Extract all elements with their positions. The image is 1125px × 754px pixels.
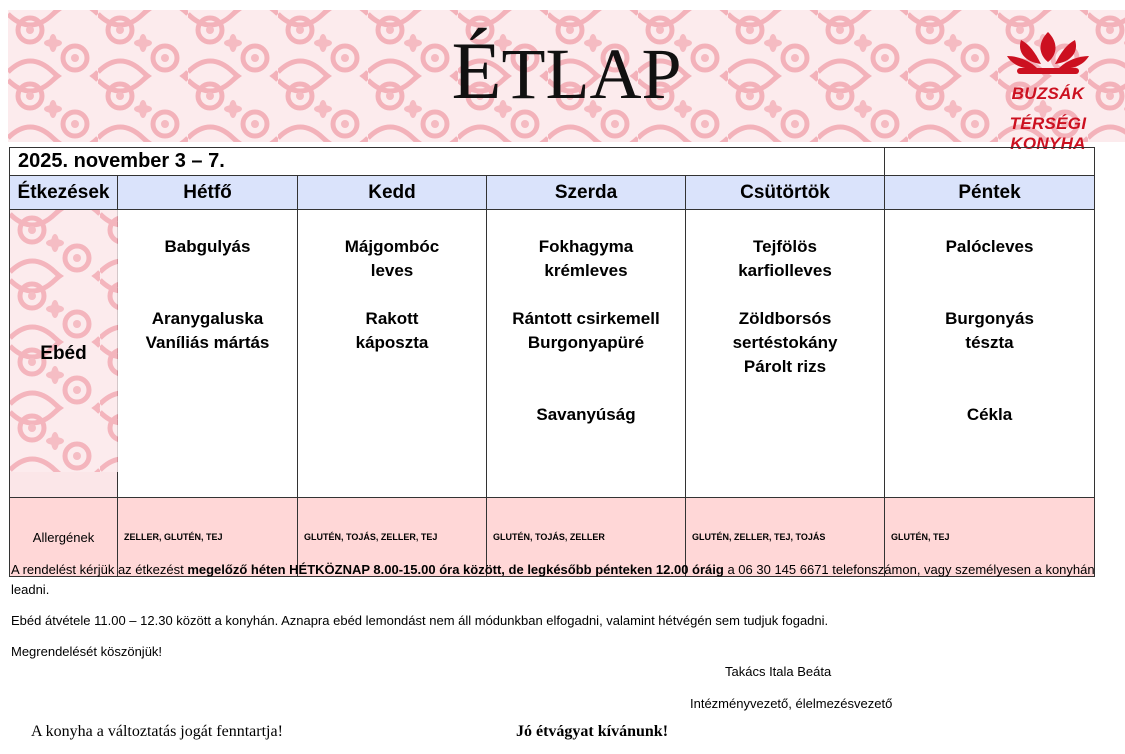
folk-flower-icon bbox=[993, 26, 1103, 78]
allergens-friday: GLUTÉN, TEJ bbox=[885, 498, 1095, 577]
main-dish-line: Zöldborsós bbox=[738, 309, 832, 328]
soup-line: krémleves bbox=[544, 261, 628, 280]
main-dish-line bbox=[487, 355, 685, 379]
lunch-row bbox=[10, 210, 1095, 498]
lunch-label-cell bbox=[10, 210, 118, 498]
lunch-label: Ebéd bbox=[40, 342, 87, 364]
page-title: ÉTLAP bbox=[451, 25, 682, 116]
brand-name-line2: TÉRSÉGI KONYHA bbox=[1009, 114, 1087, 153]
day-header-tuesday: Kedd bbox=[298, 176, 487, 210]
signer-role: Intézményvezető, élelmezésvezető bbox=[690, 696, 893, 711]
side-dish-line bbox=[686, 403, 884, 427]
main-dish-line: sertéstokány bbox=[732, 333, 838, 352]
floral-pattern-decoration bbox=[10, 210, 118, 472]
allergens-tuesday: GLUTÉN, TOJÁS, ZELLER, TEJ bbox=[298, 498, 487, 577]
soup-line: Palócleves bbox=[945, 237, 1034, 256]
main-dish-line: Rakott bbox=[365, 309, 419, 328]
dish-cell-tuesday bbox=[298, 210, 487, 498]
main-dish-line bbox=[298, 355, 486, 379]
allergen-label: Allergének bbox=[10, 498, 118, 577]
soup-line: leves bbox=[370, 261, 414, 280]
footer-greeting: Jó étvágyat kívánunk! bbox=[516, 723, 669, 740]
empty-cell bbox=[885, 148, 1095, 176]
week-date-range: 2025. november 3 – 7. bbox=[10, 148, 885, 176]
side-dish-line bbox=[298, 403, 486, 427]
table-header-row bbox=[10, 176, 1095, 210]
soup-line bbox=[885, 259, 1094, 283]
day-header-thursday: Csütörtök bbox=[686, 176, 885, 210]
meal-column-header: Étkezések bbox=[10, 176, 118, 210]
allergens-monday: ZELLER, GLUTÉN, TEJ bbox=[118, 498, 298, 577]
main-dish-line: tészta bbox=[965, 333, 1014, 352]
main-dish-line: Rántott csirkemell bbox=[512, 309, 660, 328]
pickup-info: Ebéd átvétele 11.00 – 12.30 között a konyhán. Aznapra ebéd lemondást nem áll módunkban elfogadni, valamint hétvégén sem tudjuk fogadni. bbox=[11, 613, 829, 628]
main-dish-line bbox=[118, 355, 297, 379]
main-dish-line: káposzta bbox=[355, 333, 429, 352]
header-banner bbox=[8, 10, 1125, 153]
side-dish-line bbox=[118, 403, 297, 427]
dish-cell-monday bbox=[118, 210, 298, 498]
main-dish-line: Vaníliás mártás bbox=[145, 333, 270, 352]
side-dish-line: Cékla bbox=[966, 405, 1013, 424]
day-header-friday: Péntek bbox=[885, 176, 1095, 210]
soup-line: karfiolleves bbox=[738, 261, 832, 280]
dish-cell-friday bbox=[885, 210, 1095, 498]
main-dish-line: Burgonyapüré bbox=[527, 333, 645, 352]
brand-name-line1: BUZSÁK bbox=[1011, 84, 1085, 103]
side-dish-line: Savanyúság bbox=[536, 405, 636, 424]
kitchen-logo bbox=[993, 26, 1113, 153]
weekly-menu-table bbox=[9, 147, 1095, 577]
soup-line: Babgulyás bbox=[164, 237, 251, 256]
day-header-wednesday: Szerda bbox=[487, 176, 686, 210]
allergens-wednesday: GLUTÉN, TOJÁS, ZELLER bbox=[487, 498, 686, 577]
main-dish-line: Párolt rizs bbox=[743, 357, 827, 376]
dish-cell-thursday bbox=[686, 210, 885, 498]
main-dish-line: Aranygaluska bbox=[151, 309, 264, 328]
footer-disclaimer: A konyha a változtatás jogát fenntartja! bbox=[31, 723, 283, 740]
dish-cell-wednesday bbox=[487, 210, 686, 498]
soup-line bbox=[118, 259, 297, 283]
day-header-monday: Hétfő bbox=[118, 176, 298, 210]
thanks-text: Megrendelését köszönjük! bbox=[11, 644, 163, 659]
main-dish-line: Burgonyás bbox=[945, 309, 1034, 328]
soup-line: Tejfölös bbox=[753, 237, 817, 256]
soup-line: Májgombóc bbox=[344, 237, 440, 256]
allergens-thursday: GLUTÉN, ZELLER, TEJ, TOJÁS bbox=[686, 498, 885, 577]
main-dish-line bbox=[885, 355, 1094, 379]
soup-line: Fokhagyma bbox=[538, 237, 634, 256]
signer-name: Takács Itala Beáta bbox=[725, 664, 832, 679]
order-instructions: A rendelést kérjük az étkezést megelőző héten HÉTKÖZNAP 8.00-15.00 óra között, de legkésőbb pénteken 12.00 óráig a 06 30 145 6671 telefonszámon, vagy személyesen a konyhán leadni. bbox=[11, 562, 1095, 597]
